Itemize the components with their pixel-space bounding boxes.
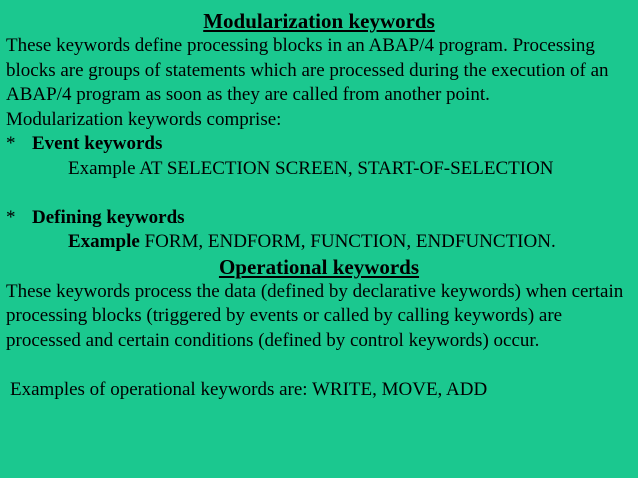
bullet-title: Defining keywords bbox=[32, 206, 185, 228]
example-text: Example AT SELECTION SCREEN, START-OF-SELECTION bbox=[68, 157, 554, 179]
intro-paragraph: These keywords define processing blocks in an ABAP/4 program. Processing blocks are groups of statements which are processed during the execution of an ABAP/4 program as soon as they are called from another point. bbox=[6, 35, 609, 105]
bullet-marker: * bbox=[6, 206, 16, 228]
bullet-defining-keywords bbox=[6, 206, 632, 231]
comprise-line: Modularization keywords comprise: bbox=[6, 108, 282, 130]
example-label: Example bbox=[68, 231, 140, 252]
bullet-event-keywords bbox=[6, 132, 632, 157]
operational-paragraph: These keywords process the data (defined by declarative keywords) when certain processing blocks (triggered by events or called by calling keywords) are processed and certain conditions (defined by control keywords) occur. bbox=[6, 280, 624, 351]
example-text: FORM, ENDFORM, FUNCTION, ENDFUNCTION. bbox=[139, 231, 556, 252]
examples-line: Examples of operational keywords are: WRITE, MOVE, ADD bbox=[10, 378, 488, 400]
example-event-keywords bbox=[68, 157, 632, 182]
heading-modularization-keywords: Modularization keywords bbox=[203, 9, 435, 33]
spacer bbox=[6, 181, 632, 206]
bullet-marker: * bbox=[6, 133, 16, 154]
heading-operational-keywords: Operational keywords bbox=[218, 254, 420, 279]
spacer bbox=[6, 353, 632, 378]
example-defining-keywords bbox=[68, 230, 632, 255]
bullet-title: Event keywords bbox=[32, 133, 163, 154]
